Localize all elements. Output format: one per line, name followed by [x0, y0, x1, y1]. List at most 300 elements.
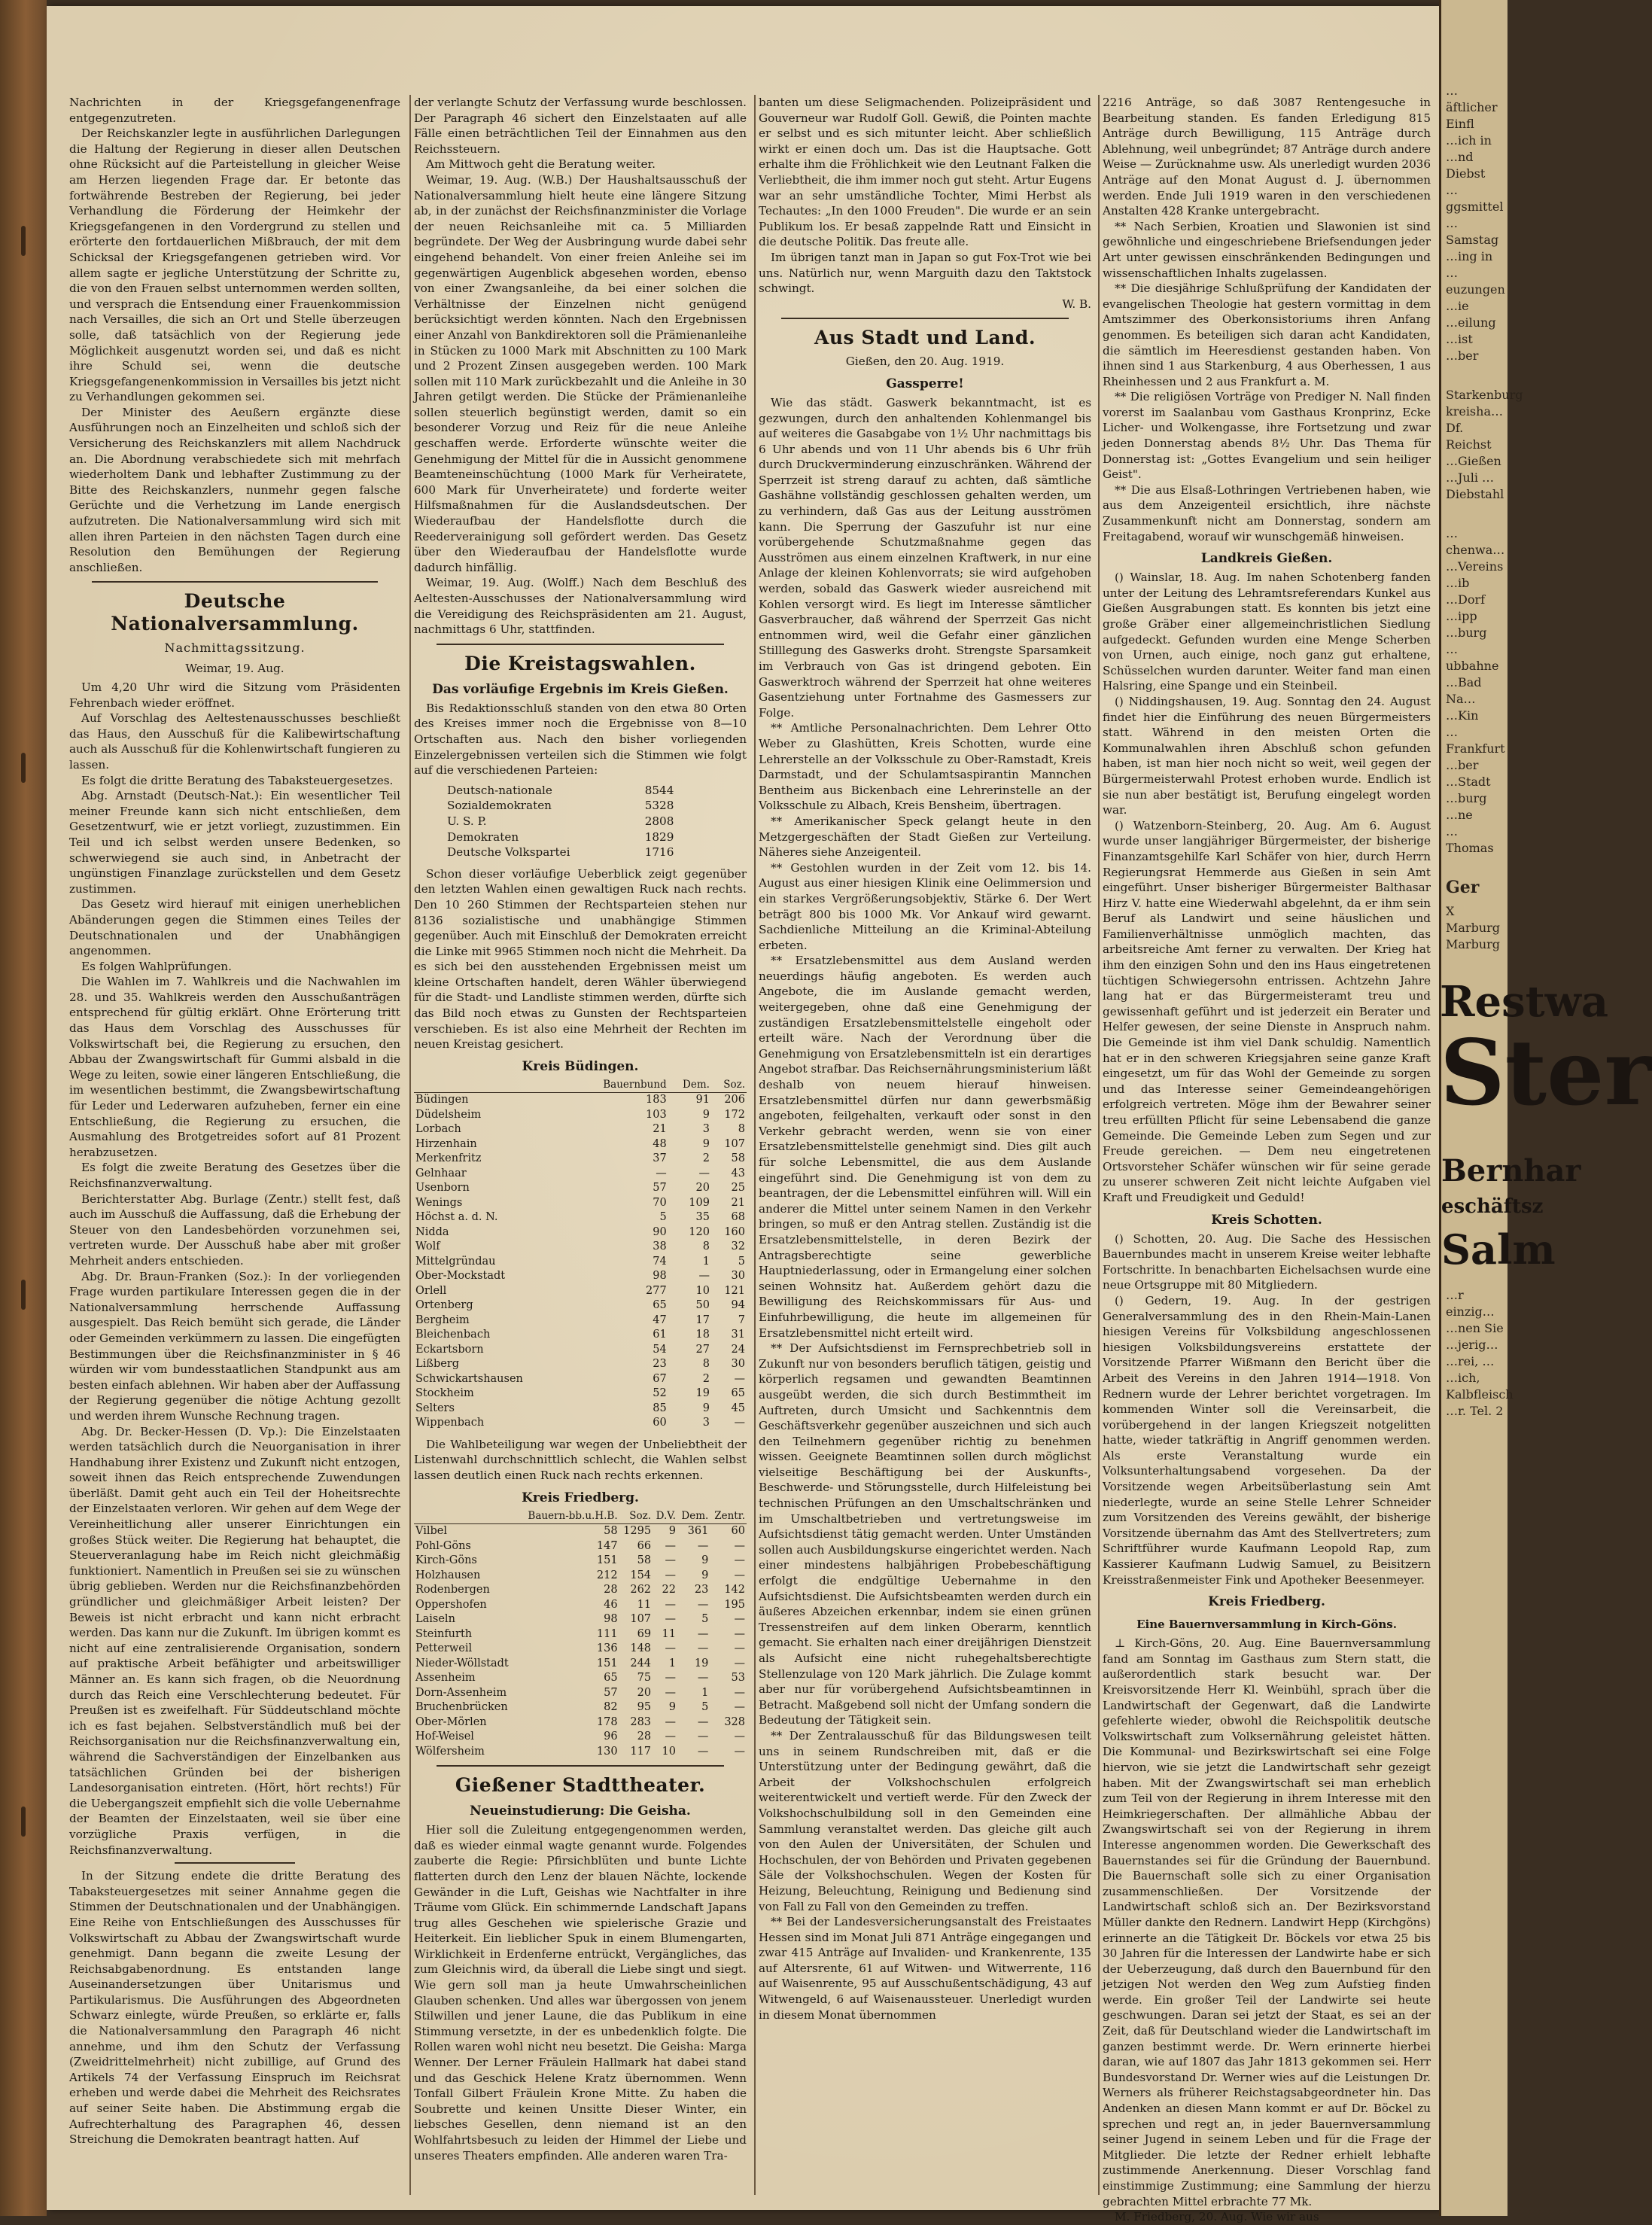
- column-rule: [409, 95, 411, 2195]
- table-cell: —: [665, 1642, 676, 1655]
- article-paragraph: ** Der Aufsichtsdienst im Fernsprechbetrieb soll in Zukunft nur von besonders beruflich tätigen, geistig und körperlich regsamen und gewandten Beamtinnen ausgeübt werden, die sich durch Bestimmtheit im Auftreten, durch Umsicht und Sachkenntnis dem Geschäftsverkehr gegenüber auszeichnen und sich auch den Teilnehmern gegenüber richtig zu benehmen wissen. Geeignete Beamtinnen sollen durch möglichst vielseitige Beschäftigung bei der Auskunfts-, Beschwerde- und Störungsstelle, durch Hilfeleistung bei technischen Prüfungen an den Umschaltschränken und im Umschaltbetrieben und vertretungsweise im Aufsichtsdienst tätig gemacht werden. Unter Umständen sollen auch Ausbildungskurse eingerichtet werden. Nach einer mindestens halbjährigen Probebeschäftigung erfolgt die endgültige Uebernahme in den Aufsichtsdienst. Die Aufsichtsbeamten werden durch ein äußeres Abzeichen erkennbar, indem sie einen grünen Tressenstreifen auf dem linken Oberarm, kenntlich gemacht. Sie erhalten nach einer dreijährigen Dienstzeit als Aufsicht eine nicht ruhegehaltsberechtigte Stellenzulage von 120 Mark jährlich. Die Zulage kommt aber nur für vorübergehend Aufsichtsbeamtinnen in Betracht. Maßgebend soll nicht der Umfang sondern die Bedeutung der Tätigkeit sein.: [759, 1341, 1091, 1727]
- table-cell: Bergheim: [415, 1313, 470, 1326]
- table-cell: 7: [738, 1313, 745, 1326]
- table-cell: —: [697, 1539, 709, 1552]
- table-cell: 361: [687, 1525, 709, 1538]
- totals-table: [444, 783, 677, 860]
- table-cell: 32: [731, 1240, 745, 1253]
- table-cell: 65: [653, 1299, 667, 1312]
- table-row: [414, 1357, 747, 1372]
- table-cell: Ober-Mockstadt: [415, 1270, 506, 1283]
- table-cell: 2: [702, 1152, 710, 1165]
- table-cell: 8: [738, 1123, 745, 1136]
- table-cell: 47: [653, 1313, 667, 1326]
- article-paragraph: Abg. Dr. Braun-Franken (Soz.): In der vorliegenden Frage wurden partikulare Interessen gegen die in der Nationalversammlung herrschende Auffassung ausgespielt. Das Reich bemüht sich gerade, die Länder oder Gemeinden verkümmern zu lassen. Die eingefügten Bestimmungen über die Reichsfinanzminister in § 46 würden wir vom bundesstaatlichen Standpunkt aus am besten einfach ablehnen. Wir haben aber der Auffassung der Regierung gegenüber die nötige Achtung gezollt und werden ihrem Wunsche Rechnung tragen.: [69, 1269, 400, 1423]
- article-paragraph: () Watzenborn-Steinberg, 20. Aug. Am 6. August wurde unser langjähriger Bürgermeister, der bisherige Finanzamtsgehilfe Karl Schäfer von hier, durch Herrn Regierungsrat Hemmerde aus Gießen in sein Amt eingeführt. Unser bisheriger Bürgermeister Balthasar Hirz V. hatte eine Wiederwahl abgelehnt, da er ihm sein Beruf als Landwirt und seine häuslichen und Familienverhältnisse unmöglich machten, das arbeitsreiche Amt ferner zu verwalten. Der Krieg hat ihm den einzigen Sohn und den ins Haus eingetretenen tüchtigen Schwiegersohn entrissen. Achtzehn Jahre lang hat er das Bürgermeisteramt treu und gewissenhaft geführt und ist jederzeit ein Berater und Helfer gewesen, der seine Dienste in Anspruch nahm. Die Gemeinde ist ihm viel Dank schuldig. Namentlich hat er in den schweren Kriegsjahren seine ganze Kraft eingesetzt, um für das Wohl der Gemeinde zu sorgen und das Interesse seiner Gemeindeangehörigen erfolgreich vertreten. Möge ihm der Bewahrer seiner treu erfüllten Pflicht für seine Lebensabend die ganze Gemeinde. Die Gemeinde Leben zum Segen und zur Freude gereichen. — Dem neu eingetretenen Ortsvorsteher Schäfer wünschen wir für seine gerade zu unserer schweren Zeit nicht leichte Aufgaben viel Kraft und Freudigkeit und Geduld!: [1103, 818, 1431, 1204]
- vote-count: 1716: [644, 845, 674, 860]
- table-header-cell: Soz.: [711, 1078, 747, 1093]
- totals-row: [444, 814, 677, 829]
- table-cell: 53: [731, 1672, 745, 1685]
- column-3: [759, 95, 1091, 2195]
- vote-count: 8544: [644, 783, 674, 797]
- table-cell: 58: [604, 1525, 618, 1538]
- subheadline: Nachmittagssitzung.: [164, 641, 306, 656]
- table-cell: —: [697, 1745, 709, 1758]
- table-cell: Ortenberg: [415, 1299, 473, 1312]
- table-cell: —: [665, 1672, 676, 1685]
- article-paragraph: M. Friedberg, 20. Aug. Wie wir aus: [1115, 2210, 1319, 2224]
- table-row: [414, 1240, 747, 1255]
- table-cell: 2: [702, 1372, 710, 1385]
- table-cell: 1: [701, 1686, 709, 1699]
- table-cell: 148: [630, 1642, 652, 1655]
- subheadline: Das vorläufige Ergebnis im Kreis Gießen.: [432, 681, 729, 697]
- party-name: Deutsch-nationale: [447, 783, 552, 797]
- advert-heading: Salm: [1441, 1225, 1556, 1274]
- table-cell: 130: [596, 1745, 618, 1758]
- table-row: [414, 1152, 747, 1167]
- table-cell: 48: [653, 1137, 667, 1150]
- table-cell: Pohl-Göns: [415, 1539, 471, 1552]
- table-cell: 19: [694, 1657, 709, 1670]
- article-paragraph: ** Die aus Elsaß-Lothringen Vertriebenen haben, wie aus dem Anzeigenteil ersichtlich, ihre nächste Zusammenkunft nicht am Donnerstag, sondern am Freitagabend, worauf wir wunschgemäß hinweisen.: [1103, 482, 1431, 543]
- table-cell: 11: [637, 1598, 652, 1611]
- table-cell: —: [665, 1613, 676, 1626]
- table-cell: Lorbach: [415, 1123, 461, 1136]
- table-cell: Düdelsheim: [415, 1108, 482, 1121]
- table-cell: 8: [702, 1240, 710, 1253]
- table-cell: Lißberg: [415, 1358, 460, 1371]
- subheadline: Eine Bauernversammlung in Kirch-Göns.: [1136, 1618, 1397, 1632]
- table-row: [414, 1328, 747, 1343]
- table-cell: 85: [653, 1402, 667, 1414]
- table-cell: 37: [653, 1152, 667, 1165]
- table-cell: 121: [724, 1284, 745, 1297]
- table-cell: Hirzenhain: [415, 1137, 477, 1150]
- table-cell: —: [665, 1554, 676, 1567]
- book-binding: [0, 0, 47, 2216]
- table-cell: 172: [724, 1108, 745, 1121]
- table-row: [414, 1225, 747, 1240]
- table-cell: Assenheim: [415, 1672, 476, 1685]
- table-cell: Eckartsborn: [415, 1343, 484, 1356]
- table-cell: Höchst a. d. N.: [415, 1211, 498, 1224]
- table-cell: 21: [653, 1123, 667, 1136]
- table-header-cell: D.V.: [653, 1509, 677, 1524]
- table-row: [414, 1671, 747, 1686]
- table-cell: Ober-Mörlen: [415, 1715, 487, 1728]
- table-row: [414, 1313, 747, 1329]
- table-cell: 95: [637, 1701, 652, 1714]
- subheadline-friedberg: Kreis Friedberg.: [522, 1490, 639, 1505]
- adjacent-page-text: …äftlicher Einfl …ich in …nd Diebst …ggsmittel …Samstag …ing in …euzungen …ie …eilung …ist …ber: [1446, 84, 1505, 363]
- table-cell: —: [734, 1554, 745, 1567]
- table-cell: 52: [653, 1387, 667, 1400]
- author-signature: W. B.: [1062, 297, 1091, 311]
- table-row: [414, 1386, 747, 1402]
- table-cell: 65: [731, 1387, 745, 1400]
- table-cell: Wölfersheim: [415, 1745, 485, 1758]
- column-rule: [754, 95, 756, 2195]
- table-cell: 283: [630, 1715, 652, 1728]
- table-cell: —: [734, 1657, 745, 1670]
- table-row: [414, 1167, 747, 1182]
- table-cell: —: [734, 1569, 745, 1581]
- party-name: Deutsche Volkspartei: [447, 845, 570, 860]
- table-cell: 28: [637, 1730, 652, 1743]
- table-row: [414, 1715, 747, 1730]
- table-cell: 30: [731, 1358, 745, 1371]
- table-cell: 183: [646, 1094, 667, 1106]
- table-header-cell: Dem.: [677, 1509, 710, 1524]
- table-cell: 35: [695, 1211, 710, 1224]
- table-cell: —: [697, 1715, 709, 1728]
- table-cell: 262: [630, 1584, 652, 1596]
- table-cell: Bruchenbrücken: [415, 1701, 508, 1714]
- totals-row: [444, 798, 677, 814]
- dateline: Gießen, den 20. Aug. 1919.: [845, 355, 1005, 369]
- table-cell: —: [734, 1686, 745, 1699]
- article-paragraph: Es folgt die zweite Beratung des Gesetzes über die Reichsfinanzverwaltung.: [69, 1161, 400, 1190]
- table-cell: 212: [596, 1569, 618, 1581]
- table-cell: Merkenfritz: [415, 1152, 482, 1165]
- table-cell: 21: [731, 1196, 745, 1209]
- totals-row: [444, 829, 677, 845]
- article-paragraph: ** Nach Serbien, Kroatien und Slawonien ist sind gewöhnliche und eingeschriebene Briefsendungen jeder Art unter gewissen einschränkenden Bedingungen und wissenschaftlichen Inhalts zugelassen.: [1103, 219, 1431, 280]
- table-cell: 75: [637, 1672, 652, 1685]
- table-cell: 46: [604, 1598, 618, 1611]
- table-row: [414, 1122, 747, 1137]
- table-cell: 142: [724, 1584, 745, 1596]
- table-cell: 19: [695, 1387, 710, 1400]
- table-cell: —: [665, 1686, 676, 1699]
- article-paragraph: Die Wahlen im 7. Wahlkreis und die Nachwahlen im 28. und 35. Wahlkreis werden den Ausschußanträgen entsprechend für gültig erklärt. Ohne Erörterung tritt das Haus dem Vorschlag des Ausschusses für Volkswirtschaft bei, die Regierung zu ersuchen, den Abbau der Zwangswirtschaft für Gummi alsbald in die Wege zu leiten, sowie einer längeren Entschließung, die im wesentlichen bestimmt, die Zwangsbewirtschaftung für Leder und Lederwaren aufzuheben, ferner ein eine Entschließung, die Regierung zu ersuchen, die Ausmahlung des Brotgetreides sofort auf 81 Prozent herabzusetzen.: [69, 975, 400, 1159]
- table-cell: 111: [596, 1627, 618, 1640]
- binding-stitch: [21, 1806, 26, 1837]
- adjacent-page-text: X Marburg Marburg: [1446, 904, 1501, 951]
- table-cell: 50: [695, 1299, 710, 1312]
- table-cell: —: [697, 1672, 709, 1685]
- table-row: [414, 1745, 747, 1760]
- adjacent-page-text: …chenwa… …Vereins …ib …Dorf …ipp …burg …ubbahne …Bad Na… …Kin …Frankfurt …ber …Stadt …burg …ne …Thomas: [1446, 526, 1505, 855]
- table-cell: 60: [653, 1417, 667, 1429]
- article-paragraph: Schon dieser vorläufige Ueberblick zeigt gegenüber den letzten Wahlen einen gewaltigen Ruck nach rechts. Den 10 260 Stimmen der Rechtsparteien stehen nur 8136 sozialistische und unabhängige Stimmen gegenüber. Auch mit Einschluß der Demokraten erreicht die Linke mit 9965 Stimmen noch nicht die Mehrheit. Da es sich bei den ausstehenden Ergebnissen meist um kleine Ortschaften handelt, deren Wähler überwiegend für die Stadt- und Landliste stimmen werden, dürfte sich das Bild noch etwas zu Gunsten der Rechtsparteien verschieben. Es ist also eine Mehrheit der Rechten im neuen Kreistag gesichert.: [414, 866, 747, 1052]
- binding-stitch: [21, 226, 26, 256]
- vote-count: 5328: [644, 799, 674, 813]
- table-row: [414, 1569, 747, 1584]
- article-paragraph: ** Ersatzlebensmittel aus dem Ausland werden neuerdings häufig angeboten. Es werden auch Angebote, die im Auslande gemacht werden, weitergegeben, ohne daß eine Genehmigung der zuständigen Ersatzlebensmittelstelle eingeholt oder erteilt wäre. Nach der Verordnung über die Genehmigung von Ersatzlebensmitteln ist ein derartiges Angebot strafbar. Das Reichsernährungsministerium läßt deshalb von neuem hierauf hinweisen. Ersatzlebensmittel dürfen nur dann gewerbsmäßig angeboten, feilgehalten, verkauft oder sonst in den Verkehr gebracht werden, wenn sie von einer Ersatzlebensmittelstelle genehmigt sind. Dies gilt auch für solche Lebensmittel, die aus dem Auslande eingeführt sind. Die Genehmigung ist von dem zu beantragen, der die Lebensmittel einführen will. Will ein anderer die Mittel unter seinem Namen in den Verkehr bringen, so muß er den Antrag stellen. Zuständig ist die Ersatzlebensmittelstelle, in deren Bezirk der Antragsberechtigte seine gewerbliche Hauptniederlassung, oder in Ermangelung einer solchen seinen Wohnsitz hat. Außerdem gehört dazu die Bewilligung des Reichskommissars für Aus- und Einfuhrbewilligung, die heute im allgemeinen für Ersatzlebensmittel nicht erteilt wird.: [759, 954, 1091, 1340]
- table-cell: Vilbel: [415, 1525, 447, 1538]
- table-cell: 109: [689, 1196, 710, 1209]
- article-paragraph: Nachrichten in der Kriegsgefangenenfrage entgegenzutreten.: [69, 96, 400, 125]
- table-cell: 23: [694, 1584, 709, 1596]
- table-cell: 43: [731, 1167, 745, 1179]
- adjacent-page-text: Starkenburg kreisha… Df. Reichst …Gießen …Juli … Diebstahl: [1446, 388, 1523, 501]
- vote-count: 1829: [644, 829, 674, 844]
- vote-count: 2808: [644, 814, 674, 828]
- table-cell: —: [698, 1167, 710, 1179]
- table-row: [414, 1730, 747, 1745]
- table-cell: 120: [689, 1225, 710, 1238]
- article-paragraph: ⊥ Kirch-Göns, 20. Aug. Eine Bauernversammlung fand am Sonntag im Gasthaus zum Stern statt, die außerordentlich stark besucht war. Der Kreisvorsitzende Herr Kl. Weinbühl, sprach über die Landwirtschaft der Gegenwart, daß die Landwirte gefehlerte wieder, obwohl die Reichspolitik deutsche Volkswirtschaft zum Volksernährung geleistet hätten. Die Kommunal- und Bezirkswirtschaft sei eine Folge hiervon, wie sie jetzt die Landwirtschaft sehr gezeigt haben. Mit der Zwangswirtschaft sei man erheblich zum Teil von der Regierung in ihrem Interesse mit den Heimkriegerschaften. Der allmähliche Abbau der Zwangswirtschaft sei von der Regierung in ihrem Interesse angenommen worden. Die Gewerkschaft des Bauernstandes sei für die Gründung der Bauernbund. Die Bauernschaft solle sich zu einer Organisation zusammenschließen. Der Vorsitzende der Landwirtschaft schloß sich an. Der Bezirksvorstand Müller dankte den Rednern. Landwirt Hepp (Kirchgöns) erinnerte an die Tätigkeit Dr. Böckels vor etwa 25 bis 30 Jahren für die Interessen der Landwirte habe er sich der Ueberzeugung, daß durch den Bauernbund für den jetzigen Not werden den Weg zum Aufstieg finden werde. Ein großer Teil der Landwirte sei heute geschwungen. Daran sei jetzt der Staat, es sei an der Zeit, daß für Deutschland wieder die Landwirtschaft im ganzen bestimmt werde. Dr. Wern erinnerte hierbei daran, wie auf 1807 das Jahr 1813 gekommen sei. Herr Bundesvorstand Dr. Werner wies auf die Leistungen Dr. Werners als früherer Reichstagsabgeordneter hin. Das Andenken an diesen Mann kommt er auf Dr. Böckel zu sprechen und regt an, in jeder Bauernversammlung seiner Jugend in seinem Leben und für die Frage der Mitglieder. Die letzte der Redner erhielt lebhafte zustimmende Anerkennung. Dieser Vorschlag fand einstimmige Zustimmung; eine Sammlung der hierzu gebrachten Mittel erbrachte 77 Mk.: [1103, 1636, 1431, 2208]
- table-cell: 3: [702, 1123, 710, 1136]
- article-paragraph: Abg. Arnstadt (Deutsch-Nat.): Ein wesentlicher Teil meiner Freunde kann sich nicht entschließen, dem Gesetzentwurf, wie er jetzt vorliegt, zuzustimmen. Ein Teil und ich selbst werden unsere Bedenken, so schwerwiegend sie auch sind, in Anbetracht der ungünstigen Finanzlage zurückstellen und dem Gesetz zustimmen.: [69, 789, 400, 896]
- article-paragraph: Bis Redaktionsschluß standen von den etwa 80 Orten des Kreises immer noch die Ergebnisse von 8—10 Ortschaften aus. Nach den bisher vorliegenden Einzelergebnissen verteilen sich die Stimmen wie folgt auf die verschiedenen Parteien:: [414, 701, 747, 778]
- table-cell: 58: [637, 1554, 652, 1567]
- table-row: [414, 1343, 747, 1358]
- advert-heading: Bernhar: [1441, 1153, 1581, 1189]
- section-separator: [437, 644, 724, 645]
- table-row: [414, 1700, 747, 1715]
- article-paragraph: Wie das städt. Gaswerk bekanntmacht, ist es gezwungen, durch den anhaltenden Kohlenmangel bis auf weiteres die Gasabgabe von 1½ Uhr nachmittags bis 6 Uhr abends und von 11 Uhr abends bis 6 Uhr früh durch Druckverminderung einzuschränken. Während der Sperrzeit ist streng darauf zu achten, daß sämtliche Gashähne vollständig geschlossen gehalten werden, um zu verhindern, daß Gas aus der Leitung ausströmen kann. Die Sperrung der Gaszufuhr ist nur eine vorübergehende Schutzmaßnahme gegen das Ausströmen aus einem einzelnen Kraftwerk, in nur eine Anlage der kleinen Kohlenvorrats; sie wird aufgehoben werden, sobald das Gaswerk wieder ausreichend mit Kohlen versorgt wird. Es liegt im Interesse sämtlicher Gasverbraucher, daß während der Sperrzeit Gas nicht entnommen wird, weil die Gefahr einer gänzlichen Stilllegung des Gaswerks droht. Strengste Sparsamkeit im Verbrauch von Gas ist dringend geboten. Ein Gaswerktroch während der Sperrzeit hat ohne weiteres Gasentziehung unter Fortnahme des Gasmessers zur Folge.: [759, 395, 1091, 720]
- table-cell: Schwickartshausen: [415, 1372, 523, 1385]
- adjacent-page-edge: [1439, 0, 1652, 2216]
- table-cell: 178: [596, 1715, 618, 1728]
- article-paragraph: Das Gesetz wird hierauf mit einigen unerheblichen Abänderungen gegen die Stimmen eines Teiles der Deutschnationalen und der Unabhängigen angenommen.: [69, 897, 400, 958]
- binding-stitch: [21, 753, 26, 783]
- table-cell: Stockheim: [415, 1387, 474, 1400]
- table-cell: 25: [731, 1182, 745, 1195]
- headline-stadttheater: Gießener Stadttheater.: [455, 1774, 706, 1797]
- table-cell: Rodenbergen: [415, 1584, 490, 1596]
- subheadline-buedingen: Kreis Büdingen.: [522, 1058, 639, 1074]
- table-cell: 24: [731, 1343, 745, 1356]
- column-rule: [1098, 95, 1100, 2195]
- table-row: [414, 1539, 747, 1554]
- table-row: [414, 1093, 747, 1108]
- table-cell: 20: [695, 1182, 710, 1195]
- table-cell: 67: [653, 1372, 667, 1385]
- section-separator: [175, 1862, 295, 1864]
- article-paragraph: () Niddingshausen, 19. Aug. Sonntag den 24. August findet hier die Einführung des neuen Bürgermeisters statt. Während in den meisten Orten die Kommunalwahlen ihren Abschluß schon gefunden haben, ist man hier noch nicht so weit, weil gegen der Bürgermeisterwahl Protest erhoben wurde. Endlich ist sie nun aber bestätigt ist, Berufung eingelegt worden war.: [1103, 694, 1431, 817]
- table-row: [414, 1657, 747, 1672]
- table-cell: 107: [630, 1613, 652, 1626]
- table-cell: Bleichenbach: [415, 1329, 491, 1341]
- table-cell: 27: [695, 1343, 710, 1356]
- table-cell: 195: [724, 1598, 745, 1611]
- table-cell: 54: [653, 1343, 667, 1356]
- table-cell: 61: [653, 1329, 667, 1341]
- table-row: [414, 1554, 747, 1569]
- article-paragraph: Am Mittwoch geht die Beratung weiter.: [426, 157, 656, 172]
- section-separator: [437, 1765, 724, 1767]
- table-cell: 69: [637, 1627, 652, 1640]
- table-cell: Orlell: [415, 1284, 447, 1297]
- table-cell: —: [734, 1417, 745, 1429]
- adjacent-page-text: …r einzig… …nen Sie …jerig… …rei, … …ich, Kalbfleisch …r. Tel. 2: [1446, 1288, 1514, 1418]
- article-paragraph: ** Amtliche Personalnachrichten. Dem Lehrer Otto Weber zu Glashütten, Kreis Schotten, wurde eine Lehrerstelle an der Volksschule zu Ober-Ramstadt, Kreis Darmstadt, und der Schulamtsaspirantin Mannchen Bentheim aus Bickenbach eine Lehrerinstelle an der Volksschule zu Albach, Kreis Bensheim, übertragen.: [759, 721, 1091, 813]
- table-cell: 74: [653, 1255, 667, 1268]
- article-paragraph: ** Der Zentralausschuß für das Bildungswesen teilt uns in seinem Rundschreiben mit, daß er die Unterstützung unter der Bedingung gewährt, daß die Arbeit der Volkshochschulen erfolgreich weiterentwickelt und vertieft werde. Für den Zweck der Volkshochschulbildung soll in den Gemeinden eine Sammlung veranstaltet werden. Das gleiche gilt auch von den Aulen der Universitäten, der Schulen und Hochschulen, der von Behörden und Privaten gegebenen Säle der Volkshochschulen. Wegen der Kosten für Heizung, Beleuchtung, Reinigung und Bedienung sind von Fall zu Fall von den Gemeinden zu treffen.: [759, 1728, 1091, 1913]
- dateline: Weimar, 19. Aug.: [185, 662, 284, 676]
- table-cell: —: [697, 1730, 709, 1743]
- table-row: [414, 1686, 747, 1701]
- table-cell: 1: [668, 1657, 676, 1670]
- table-cell: —: [734, 1539, 745, 1552]
- table-cell: 98: [604, 1613, 618, 1626]
- article-paragraph: In der Sitzung endete die dritte Beratung des Tabaksteuergesetzes mit seiner Annahme gegen die Stimmen der Deutschnationalen und der Unabhängigen. Eine Reihe von Entschließungen des Ausschusses für Volkswirtschaft zu Abbau der Zwangswirtschaft wurde genehmigt. Dann begann die zweite Lesung der Reichsabgabenordnung. Es entstanden lange Auseinandersetzungen über Unitarismus und Partikularismus. Die Ausführungen des Abgeordneten Schwarz einlegte, würde Preußen, so erklärte er, falls die Nationalversammlung den Paragraph 46 nicht annehme, und ihm den Schutz der Verfassung (Zweidrittelmehrheit) nicht zubillige, auf Grund des Artikels 74 der Verfassung Einspruch im Reichsrat erheben und werde dabei die Mehrheit des Reichsrates auf seiner Seite haben. Die Abstimmung ergab die Aufrechterhaltung des Paragraphen 46, dessen Streichung die Demokraten beantragt hatten. Auf: [69, 1869, 400, 2147]
- table-row: [414, 1416, 747, 1431]
- table-cell: 9: [701, 1569, 709, 1581]
- table-cell: 20: [637, 1686, 652, 1699]
- table-cell: Nieder-Wöllstadt: [415, 1657, 509, 1670]
- table-row: [414, 1627, 747, 1642]
- table-header-cell: [414, 1509, 519, 1524]
- party-name: Sozialdemokraten: [447, 799, 552, 813]
- table-cell: 8: [702, 1358, 710, 1371]
- article-paragraph: Weimar, 19. Aug. (Wolff.) Nach dem Beschluß des Aeltesten-Ausschusses der Nationalversammlung wird die Vereidigung des Reichspräsidenten am 21. August, nachmittags 6 Uhr, stattfinden.: [414, 576, 747, 637]
- results-table-friedberg: [414, 1509, 747, 1760]
- subheadline-landkreis-giessen: Landkreis Gießen.: [1200, 551, 1333, 567]
- table-header-cell: Zentr.: [710, 1509, 747, 1524]
- table-cell: —: [734, 1372, 745, 1385]
- table-row: [414, 1402, 747, 1417]
- table-cell: 23: [653, 1358, 667, 1371]
- table-cell: 22: [662, 1584, 676, 1596]
- article-paragraph: Der Reichskanzler legte in ausführlichen Darlegungen die Haltung der Regierung in dieser allen Deutschen ohne Rücksicht auf die Parteistellung in gleicher Weise am Herzen liegenden Frage dar. Er betonte das fortwährende Bestreben der Regierung, bei jeder Verhandlung die Förderung der Heimkehr der Kriegsgefangenen in den Vordergrund zu stellen und erörterte den fortdauerlichen Mißbrauch, der mit dem Schicksal der Kriegsgefangenen getrieben wird. Vor allem sagte er jegliche Unterstützung der Schritte zu, die von den Frauen selbst unternommen werden sollten, und versprach die Entsendung einer Frauenkommission nach Versailles, die sich an Ort und Stelle überzeugen solle, daß tatsächlich von der Regierung jede Möglichkeit ausgenutzt worden sei, und daß es nicht ihre Schuld sei, wenn die deutsche Kriegsgefangenenkommission in Versailles bis jetzt nicht zu Verhandlungen gekommen sei.: [69, 126, 400, 404]
- article-paragraph: Berichterstatter Abg. Burlage (Zentr.) stellt fest, daß auch im Ausschuß die Auffassung, daß die Erhebung der Steuer von den Landesbehörden vorzunehmen sei, vertreten wurde. Der Ausschuß habe aber mit großer Mehrheit anders entschieden.: [69, 1192, 400, 1268]
- totals-row: [444, 845, 677, 860]
- table-cell: 31: [731, 1329, 745, 1341]
- table-row: [414, 1269, 747, 1284]
- table-cell: —: [656, 1167, 667, 1179]
- table-cell: —: [665, 1539, 676, 1552]
- article-paragraph: 2216 Anträge, so daß 3087 Rentengesuche in Bearbeitung standen. Es fanden Erledigung 815 Anträge durch Bewilligung, 115 Anträge durch Ablehnung, weil unbegründet; 87 Anträge durch andere Weise — Zurücknahme usw. Als unerledigt wurden 2036 Anträge auf den Monat August d. J. übernommen werden. Ende Juli 1919 waren in den verschiedenen Anstalten 428 Kranke untergebracht.: [1103, 96, 1431, 218]
- table-row: [414, 1598, 747, 1613]
- table-row: [414, 1642, 747, 1657]
- results-table-buedingen: [414, 1078, 747, 1431]
- article-paragraph: banten um diese Seligmachenden. Polizeipräsident und Gouverneur war Rudolf Goll. Gewiß, die Pointen machte er selbst und es sich mitunter leicht. Aber schließlich wirkt er einen doch um. Das ist die Hauptsache. Gott erhalte ihm die Fröhlichkeit wie den Leutnant Falken die Verliebtheit, die ihm immer noch gut steht. Artur Eugens war an sehr umständliche Tochter, Mimi Herbst als Techautes: „In den 1000 Freuden". Die wurde er an sein Publikum los. Er besaß zappelnde Ratt und Einsicht in die deutsche Politik. Das freute alle.: [759, 96, 1091, 249]
- article-paragraph: Es folgen Wahlprüfungen.: [81, 959, 232, 973]
- table-cell: 136: [596, 1642, 618, 1655]
- table-cell: —: [734, 1745, 745, 1758]
- table-cell: 9: [702, 1108, 710, 1121]
- table-cell: 277: [646, 1284, 667, 1297]
- table-cell: Nidda: [415, 1225, 449, 1238]
- table-cell: —: [697, 1598, 709, 1611]
- table-header-cell: Soz.: [619, 1509, 653, 1524]
- party-name: Demokraten: [447, 829, 519, 844]
- table-cell: 57: [604, 1686, 618, 1699]
- table-cell: —: [734, 1730, 745, 1743]
- table-cell: —: [734, 1613, 745, 1626]
- subheadline-kreis-schotten: Kreis Schotten.: [1211, 1212, 1322, 1228]
- table-header-cell: Dem.: [668, 1078, 711, 1093]
- article-paragraph: Weimar, 19. Aug. (W.B.) Der Haushaltsausschuß der Nationalversammlung hielt heute eine längere Sitzung ab, in der zunächst der Reichsfinanzminister die Vorlage der neuen Reichsanleihe mit ca. 5 Milliarden begründete. Der Weg der Ausbringung wurde dabei sehr eingehend behandelt. Von einer freien Anleihe sei im gegenwärtigen Augenblick abgesehen worden, ebenso von einer Zwangsanleihe, da bei einer solchen die Verhältnisse der Einzelnen nicht genügend berücksichtigt werden könnten. Nach den Ergebnissen einer Anzahl von Bankdirektoren soll die Prämienanleihe in Stücken zu 1000 Mark mit Abschnitten zu 100 Mark und 2 Prozent Zinsen ausgegeben werden. 100 Mark sollen mit 110 Mark zurückbezahlt und die Anleihe in 30 Jahren getilgt werden. Die Stücke der Prämienanleihe sollen steuerlich begünstigt werden, damit so ein besonderer Vorzug und Reiz für die neue Anleihe geschaffen werde. Erforderte wünschte weiter die Genehmigung der Mittel für die in Aussicht genommene Beamteneinschüchtung (1000 Mark für Verheiratete, 600 Mark für Unverheiratete) und forderte weiter Hilfsmaßnahmen für die Auslandsdeutschen. Der Wiederaufbau der Handelsflotte durch die Reederverainigung soll gefördert werden. Das Gesetz über den Wiederaufbau der Handelsflotte wurde dadurch hinfällig.: [414, 172, 747, 574]
- table-cell: 151: [596, 1554, 618, 1567]
- party-name: U. S. P.: [447, 814, 487, 828]
- table-cell: 70: [653, 1196, 667, 1209]
- table-cell: Usenborn: [415, 1182, 470, 1195]
- table-cell: Steinfurth: [415, 1627, 473, 1640]
- table-header-cell: Bauernbund: [573, 1078, 668, 1093]
- table-cell: 91: [695, 1094, 710, 1106]
- table-cell: 94: [731, 1299, 745, 1312]
- table-cell: Oppershofen: [415, 1598, 487, 1611]
- table-cell: —: [697, 1642, 709, 1655]
- subheadline: Neueinstudierung: Die Geisha.: [470, 1803, 691, 1819]
- table-cell: 98: [653, 1270, 667, 1283]
- table-cell: 17: [695, 1313, 710, 1326]
- section-separator: [781, 318, 1069, 319]
- article-paragraph: Die Wahlbeteiligung war wegen der Unbeliebtheit der Listenwahl durchschnittlich schlecht, die Wahlen selbst lassen deutlich einen Ruck nach rechts erkennen.: [414, 1437, 747, 1483]
- table-cell: 1295: [623, 1525, 652, 1538]
- article-paragraph: () Schotten, 20. Aug. Die Sache des Hessischen Bauernbundes macht in unserem Kreise weiter lebhafte Fortschritte. In benachbarten Eichelsachsen wurde eine neue Ortsgruppe mit 80 Mitgliedern.: [1103, 1231, 1431, 1292]
- article-paragraph: Abg. Dr. Becker-Hessen (D. Vp.): Die Einzelstaaten werden tatsächlich durch die Neuorganisation in ihrer Handhabung ihrer Existenz und Zukunft nicht entzogen, soweit ihnen das Reich entsprechende Zuwendungen überläßt. Damit geht auch ein Teil der Hoheitsrechte der Einzelstaaten verloren. Wir gehen auf dem Wege der Vereinheitlichung aller unserer Einrichtungen ein großes Stück weiter. Die Regierung hat behauptet, die Steuerveranlagung habe im Reich nicht gleichmäßig funktioniert. Namentlich in Preußen sei sie zu wünschen übrig geblieben. Werden nur die Reichsfinanzbehörden gründlicher und gleichmäßiger Arbeit leisten? Der Beweis ist nicht erbracht und kann nicht erbracht werden. Das kann nur die Zukunft. Im übrigen kommt es nicht auf eine zentralisierende Organisation, sondern auf praktische Arbeit befähigter und arbeitswilliger Männer an. Es kann sich fragen, ob die Neuordnung durch das Reich eine Verschlechterung bedeutet. Für Preußen ist es zweifelhaft. Für Süddeutschland möchte ich es fast bejahen. Selbstverständlich muß bei der Reichsorganisation nur die Reichsfinanzverwaltung ein, während die Sachverständigen der Einzelbanken aus tatsächlichen Gründen bei der bisherigen Landesorganisation eintreten. (Hört, hört rechts!) Für die Uebergangszeit empfiehlt sich die volle Uebernahme der Beamten der Einzelstaaten, weil sie über eine vorzügliche Praxis verfügen, in die Reichsfinanzverwaltung.: [69, 1424, 400, 1857]
- table-header-cell: [414, 1078, 573, 1093]
- table-cell: —: [665, 1598, 676, 1611]
- table-cell: Laiseln: [415, 1613, 455, 1626]
- table-cell: Büdingen: [415, 1094, 469, 1106]
- article-paragraph: Hier soll die Zuleitung entgegengenommen werden, daß es wieder einmal wagte genannt wurde. Folgendes zauberte die Regie: Pfirsichblüten und bunte Lichte flatterten durch den Lenz der blauen Nächte, lockende Gewänder in die Luft, Geishas wie Nachtfalter in ihre Träume vom Glück. Ein schimmernde Landschaft Japans trug alles Geschehen wie spielerische Grazie und Heiterkeit. Ein lieblicher Spuk in einem Blumengarten, Wirklichkeit in Erdenferne entrückt, Vergängliches, das zum Gleichnis wird, da überall die Liebe singt und siegt. Wie gern soll man ja heute Umwahrscheinlichen Glauben schenken. Und alles war übergossen von jenem Stilwillen und jener Laune, die das Publikum in eine Stimmung versetzte, in der es unbedenklich folgte. Die Rollen waren wohl nicht neu besetzt. Die Geisha: Marga Wenner. Der Lerner Fräulein Hallmark hat dabei stand und das Geschick Helene Kratz übernommen. Wenn Tonfall Gilbert Fräulein Krone Mitte. Zu haben die Soubrette und keinen Unsitte Dieser Winter, ein liebsches Gesellen, denn niemand ist an den Wohlfahrtsbesuch zu leiden der Himmel der Liebe und unseres Theaters empfinden. Alle anderen waren Tra-: [414, 1823, 747, 2163]
- table-cell: 11: [662, 1627, 676, 1640]
- article-paragraph: der verlangte Schutz der Verfassung wurde beschlossen. Der Paragraph 46 sichert den Einzelstaaten auf alle Fälle einen beträchtlichen Teil der Einnahmen aus den Reichssteuern.: [414, 96, 747, 156]
- table-cell: —: [734, 1701, 745, 1714]
- table-cell: Petterweil: [415, 1642, 473, 1655]
- subheadline-gassperre: Gassperre!: [886, 376, 964, 391]
- article-paragraph: Um 4,20 Uhr wird die Sitzung vom Präsidenten Fehrenbach wieder eröffnet.: [69, 680, 400, 710]
- table-cell: 96: [604, 1730, 618, 1743]
- table-cell: Gelnhaar: [415, 1167, 467, 1179]
- table-cell: 82: [604, 1701, 618, 1714]
- table-row: [414, 1108, 747, 1123]
- table-cell: 9: [702, 1402, 710, 1414]
- table-cell: 9: [668, 1701, 676, 1714]
- table-header-cell: Bauern-bb.u.H.B.: [519, 1509, 619, 1524]
- column-1: [69, 95, 400, 2195]
- table-row: [414, 1284, 747, 1299]
- table-cell: 117: [630, 1745, 652, 1758]
- table-cell: 10: [695, 1284, 710, 1297]
- table-cell: 103: [646, 1108, 667, 1121]
- table-cell: Wippenbach: [415, 1417, 485, 1429]
- table-row: [414, 1612, 747, 1627]
- table-cell: 5: [738, 1255, 745, 1268]
- subheadline-kreis-friedberg: Kreis Friedberg.: [1208, 1594, 1325, 1610]
- article-paragraph: Es folgt die dritte Beratung des Tabaksteuergesetzes.: [81, 773, 394, 787]
- advert-heading: Ster: [1440, 1020, 1652, 1126]
- table-cell: —: [734, 1627, 745, 1640]
- table-cell: 5: [659, 1211, 667, 1224]
- table-row: [414, 1255, 747, 1270]
- table-cell: Dorn-Assenheim: [415, 1686, 507, 1699]
- table-cell: 57: [653, 1182, 667, 1195]
- section-separator: [92, 581, 378, 583]
- table-cell: 3: [702, 1417, 710, 1429]
- table-cell: 107: [724, 1137, 745, 1150]
- column-4: [1103, 95, 1431, 2224]
- table-cell: —: [665, 1569, 676, 1581]
- table-cell: 68: [731, 1211, 745, 1224]
- article-paragraph: ** Gestohlen wurden in der Zeit vom 12. bis 14. August aus einer hiesigen Klinik eine Oelimmersion und ein starkes Vergrößerungsobjektiv, Stärke 6. Der Wert beträgt 800 bis 1000 Mk. Vor Ankauf wird gewarnt. Sachdienliche Mitteilung an die Kriminal-Abteilung erbeten.: [759, 860, 1091, 952]
- table-row: [414, 1298, 747, 1313]
- adjacent-page-text: Ger: [1446, 878, 1480, 897]
- table-row: [414, 1524, 747, 1539]
- table-cell: —: [665, 1730, 676, 1743]
- table-cell: —: [734, 1642, 745, 1655]
- table-cell: 9: [702, 1137, 710, 1150]
- table-cell: 5: [701, 1701, 709, 1714]
- table-row: [414, 1137, 747, 1152]
- article-paragraph: () Gedern, 19. Aug. In der gestrigen Generalversammlung des in den Rhein-Main-Lanen hiesigen Vereins für Volksbildung angeschlossenen hiesigen Volksbildungsvereins erstattete der Vorsitzende Pfarrer Wißmann den Bericht über die Arbeit des Vereins in den Jahren 1914—1918. Von Rednern wurde der Lehrer berichtet vorgetragen. Im kommenden Winter soll die Vereinsarbeit, die vorübergehend in der langen Kriegszeit notgelitten hatte, wieder tatkräftig in Angriff genommen werden. Als erste Veranstaltung wurde ein Volksunterhaltungsabend vorgesehen. Da der Vorsitzende wegen Arbeitsüberlastung sein Amt niederlegte, wurde an seine Stelle Lehrer Schneider zum Vorsitzenden des Vereins gewählt, der bisherige Vorsitzende übernahm das Amt des Stellvertreters; zum Schriftführer wurde Kaufmann Leopold Rap, zum Kassierer Kaufmann Ludwig Samuel, zu Beisitzern Kreisstraßenmeister Fink und Apotheker Beesenmeyer.: [1103, 1293, 1431, 1587]
- article-paragraph: ** Bei der Landesversicherungsanstalt des Freistaates Hessen sind im Monat Juli 871 Anträge eingegangen und zwar 415 Anträge auf Invaliden- und Krankenrente, 135 auf Altersrente, 61 auf Witwen- und Witwerrente, 116 auf Waisenrente, 95 auf Ausschußentschädigung, 43 auf Witwengeld, 6 auf Waisenaussteuer. Unerledigt wurden in diesem Monat übernommen: [759, 1915, 1091, 2022]
- table-row: [414, 1181, 747, 1196]
- table-cell: 9: [701, 1554, 709, 1567]
- table-cell: 9: [668, 1525, 676, 1538]
- headline-kreistagswahlen: Die Kreistagswahlen.: [464, 652, 696, 674]
- headline-nationalversammlung: Deutsche Nationalversammlung.: [111, 590, 359, 635]
- advert-heading: Restwa: [1440, 977, 1609, 1027]
